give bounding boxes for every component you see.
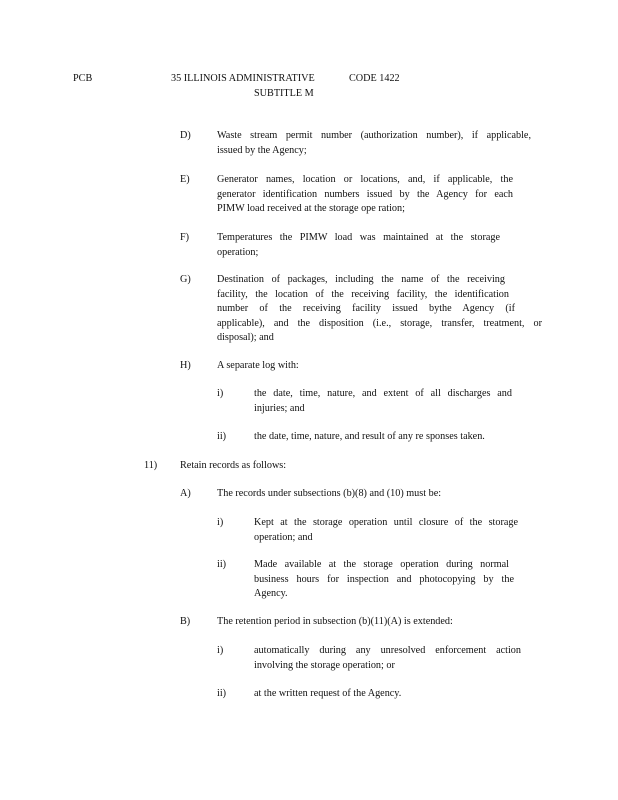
item-h-i-line: injuries; and <box>254 402 305 414</box>
item-11-marker: 11) <box>144 460 158 471</box>
item-h-ii-marker: ii) <box>217 431 227 442</box>
item-e-line: PIMW load received at the storage ope ration; <box>217 203 405 214</box>
item-h-text: A separate log with: <box>217 360 299 371</box>
item-11a-i-line: operation; and <box>254 531 313 543</box>
item-h-ii-text: the date, time, nature, and result of any re sponses taken. <box>254 431 485 442</box>
item-11a-ii-line: business hours for inspection and photocopying by the <box>254 573 514 585</box>
item-h-i-text <box>254 387 512 416</box>
item-h-i-marker: i) <box>217 388 224 399</box>
header-title: 35 ILLINOIS ADMINISTRATIVE <box>171 73 315 84</box>
item-11a-text: The records under subsections (b)(8) and (10) must be: <box>217 488 442 499</box>
item-11a-i-marker: i) <box>217 517 224 528</box>
item-g-line: Destination of packages, including the name of the receiving <box>217 274 505 285</box>
item-11a-ii-line: Made available at the storage operation during normal <box>254 559 509 570</box>
header-subtitle: SUBTITLE M <box>254 88 314 99</box>
item-11-text: Retain records as follows: <box>180 460 287 471</box>
item-g-text <box>217 273 542 346</box>
item-11a-i-line: Kept at the storage operation until closure of the storage <box>254 517 518 528</box>
item-11b-ii-text: at the written request of the Agency. <box>254 688 402 699</box>
item-11b-i-line: involving the storage operation; or <box>254 659 395 671</box>
item-g-line: facility, the location of the receiving facility, the identification <box>217 288 509 300</box>
item-11b-text: The retention period in subsection (b)(11)(A) is extended: <box>217 616 453 627</box>
item-11b-i-text <box>254 644 521 673</box>
item-11a-ii-text <box>254 558 514 602</box>
item-d-line: issued by the Agency; <box>217 144 307 156</box>
item-11b-i-marker: i) <box>217 645 224 656</box>
item-e-marker: E) <box>180 174 190 185</box>
item-e-text <box>217 173 513 217</box>
item-f-text <box>217 231 500 260</box>
item-11a-marker: A) <box>180 488 191 499</box>
item-g-line: number of the receiving facility issued bythe Agency (if <box>217 303 515 314</box>
item-g-marker: G) <box>180 274 191 285</box>
item-d-line: Waste stream permit number (authorization number), if applicable, <box>217 130 531 141</box>
item-11a-ii-marker: ii) <box>217 559 227 570</box>
item-f-marker: F) <box>180 232 190 243</box>
item-e-line: generator identification numbers issued by the Agency for each <box>217 188 513 200</box>
item-11a-i-text <box>254 516 518 545</box>
item-e-line: Generator names, location or locations, and, if applicable, the <box>217 174 513 185</box>
item-f-line: Temperatures the PIMW load was maintained at the storage <box>217 232 500 243</box>
item-11a-ii-line: Agency. <box>254 588 288 599</box>
item-h-marker: H) <box>180 360 191 371</box>
item-h-i-line: the date, time, nature, and extent of all discharges and <box>254 388 512 399</box>
item-11b-i-line: automatically during any unresolved enforcement action <box>254 645 521 656</box>
header-code: CODE 1422 <box>349 73 400 84</box>
item-11b-ii-marker: ii) <box>217 688 227 699</box>
item-11b-marker: B) <box>180 616 191 627</box>
item-d-text <box>217 129 531 158</box>
item-g-line: disposal); and <box>217 332 274 343</box>
item-d-marker: D) <box>180 130 191 141</box>
header-agency: PCB <box>73 73 93 84</box>
item-f-line: operation; <box>217 246 259 258</box>
item-g-line: applicable), and the disposition (i.e., storage, transfer, treatment, or <box>217 317 542 329</box>
